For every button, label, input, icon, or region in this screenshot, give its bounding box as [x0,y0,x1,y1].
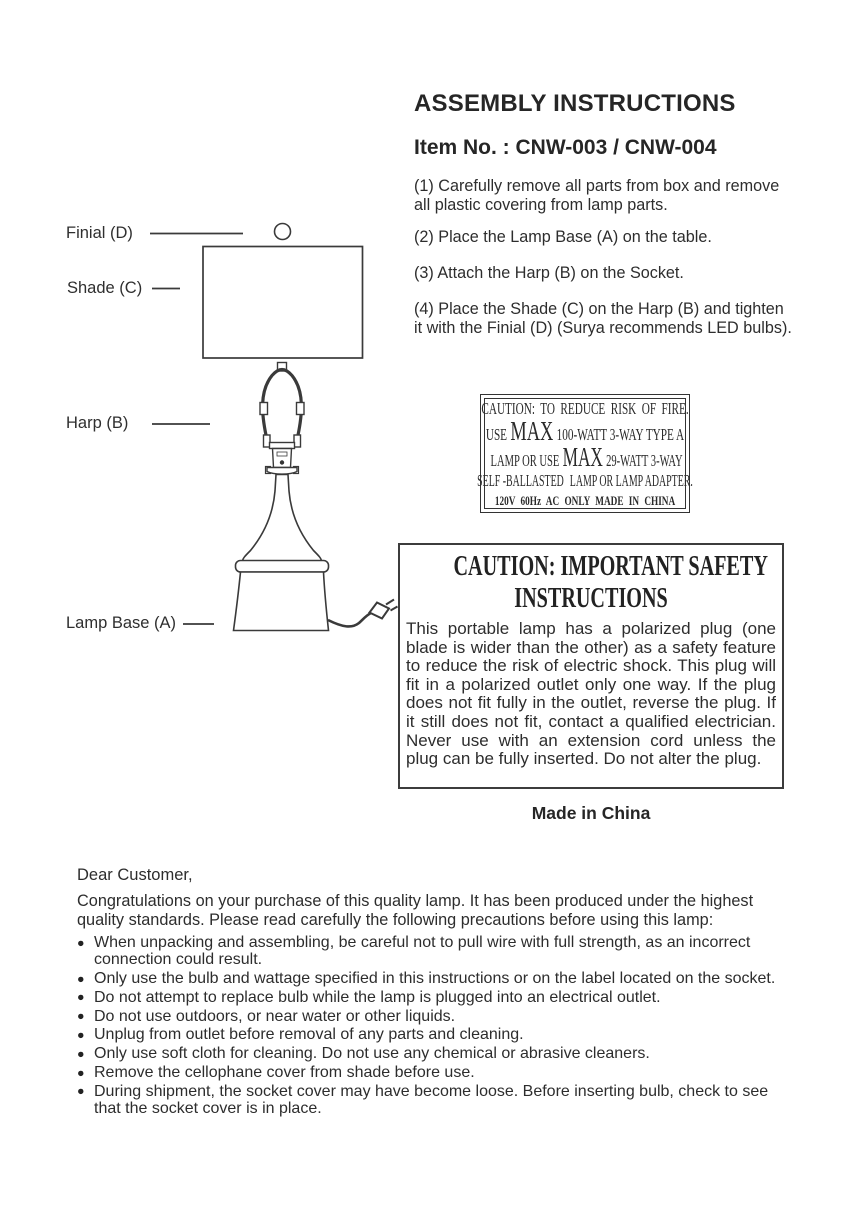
fire-caution-text: USE [485,424,508,444]
safety-title-line-2: INSTRUCTIONS [514,583,668,614]
shade-label: Shade (C) [67,279,143,297]
made-in-china-text: Made in China [531,803,651,823]
step-3: (3) Attach the Harp (B) on the Socket. [414,264,684,282]
step-1: (1) Carefully remove all parts from box and remove all plastic covering from lamp parts. [414,177,780,214]
max-text: MAX [562,441,603,472]
harp-graphic [260,363,304,448]
precaution-item: ● Remove the cellophane cover from shade before use. [77,1064,783,1081]
safety-title-line-1: CAUTION: IMPORTANT SAFETY [453,551,768,582]
fire-caution-line-4 [477,470,693,494]
precaution-list [77,934,783,1119]
fire-caution-line-1: CAUTION: TO REDUCE RISK OF FIRE. [481,398,689,418]
step-4: (4) Place the Shade (C) on the Harp (B) and tighten it with the Finial (D) (Surya recommends LED bulbs). [414,300,792,337]
precaution-item: ● Do not use outdoors, or near water or other liquids. [77,1008,783,1025]
power-cord-graphic [328,613,371,626]
lamp-base-label: Lamp Base (A) [66,614,177,632]
plug-graphic [370,600,398,619]
precaution-item: ● Only use the bulb and wattage specified in this instructions or on the label located on the socket. [77,970,783,987]
safety-body-text: This portable lamp has a polarized plug (one blade is wider than the other) as a safety feature to reduce the risk of electric shock. This plug will fit in a polarized outlet only one way. If the plug does not fit fully in the outlet, reverse the plug. If it still does not fit, contact a qualified electrician. Never use with an extension cord unless the plug can be fully inserted. Do not alter the plug. [406,619,776,769]
fire-caution-line-5: 120V 60Hz AC ONLY MADE IN CHINA [494,493,676,508]
fire-caution-text: LAMP OR LAMP ADAPTER. [569,470,693,490]
salutation: Dear Customer, [77,866,193,884]
fire-caution-line-2 [485,415,685,446]
shade-graphic [203,247,363,359]
safety-instructions-box [398,543,784,789]
precaution-item: ● Unplug from outlet before removal of any parts and cleaning. [77,1026,783,1043]
precaution-item: ● Do not attempt to replace bulb while the lamp is plugged into an electrical outlet. [77,989,783,1006]
step-2: (2) Place the Lamp Base (A) on the table. [414,228,712,246]
fire-caution-line-3 [490,441,683,472]
letter-intro: Congratulations on your purchase of this quality lamp. It has been produced under the highest quality standards. Please read carefully the following precautions before using this lamp: [77,892,754,929]
fire-caution-text: 100-WATT 3-WAY TYPE A [556,424,685,444]
fire-caution-text: SELF -BALLASTED [477,470,564,490]
precaution-item: ● Only use soft cloth for cleaning. Do not use any chemical or abrasive cleaners. [77,1045,783,1062]
max-text: MAX [510,415,554,446]
finial-label: Finial (D) [66,224,133,242]
fire-caution-box [477,394,693,513]
lamp-base-graphic [234,475,329,631]
item-number: Item No. : CNW-003 / CNW-004 [414,136,717,159]
harp-label: Harp (B) [66,414,129,432]
fire-caution-text: LAMP OR USE [490,450,560,470]
fire-caution-inner-border [477,398,693,509]
precaution-item: ● During shipment, the socket cover may have become loose. Before inserting bulb, check to see that the socket cover is in place. [77,1083,783,1118]
page-title: ASSEMBLY INSTRUCTIONS [414,90,736,117]
precaution-item: ● When unpacking and assembling, be careful not to pull wire with full strength, as an incorrect connection could result. [77,934,783,969]
socket-graphic [266,443,299,475]
finial-graphic [275,224,291,240]
fire-caution-text: 29-WATT 3-WAY [606,450,683,470]
